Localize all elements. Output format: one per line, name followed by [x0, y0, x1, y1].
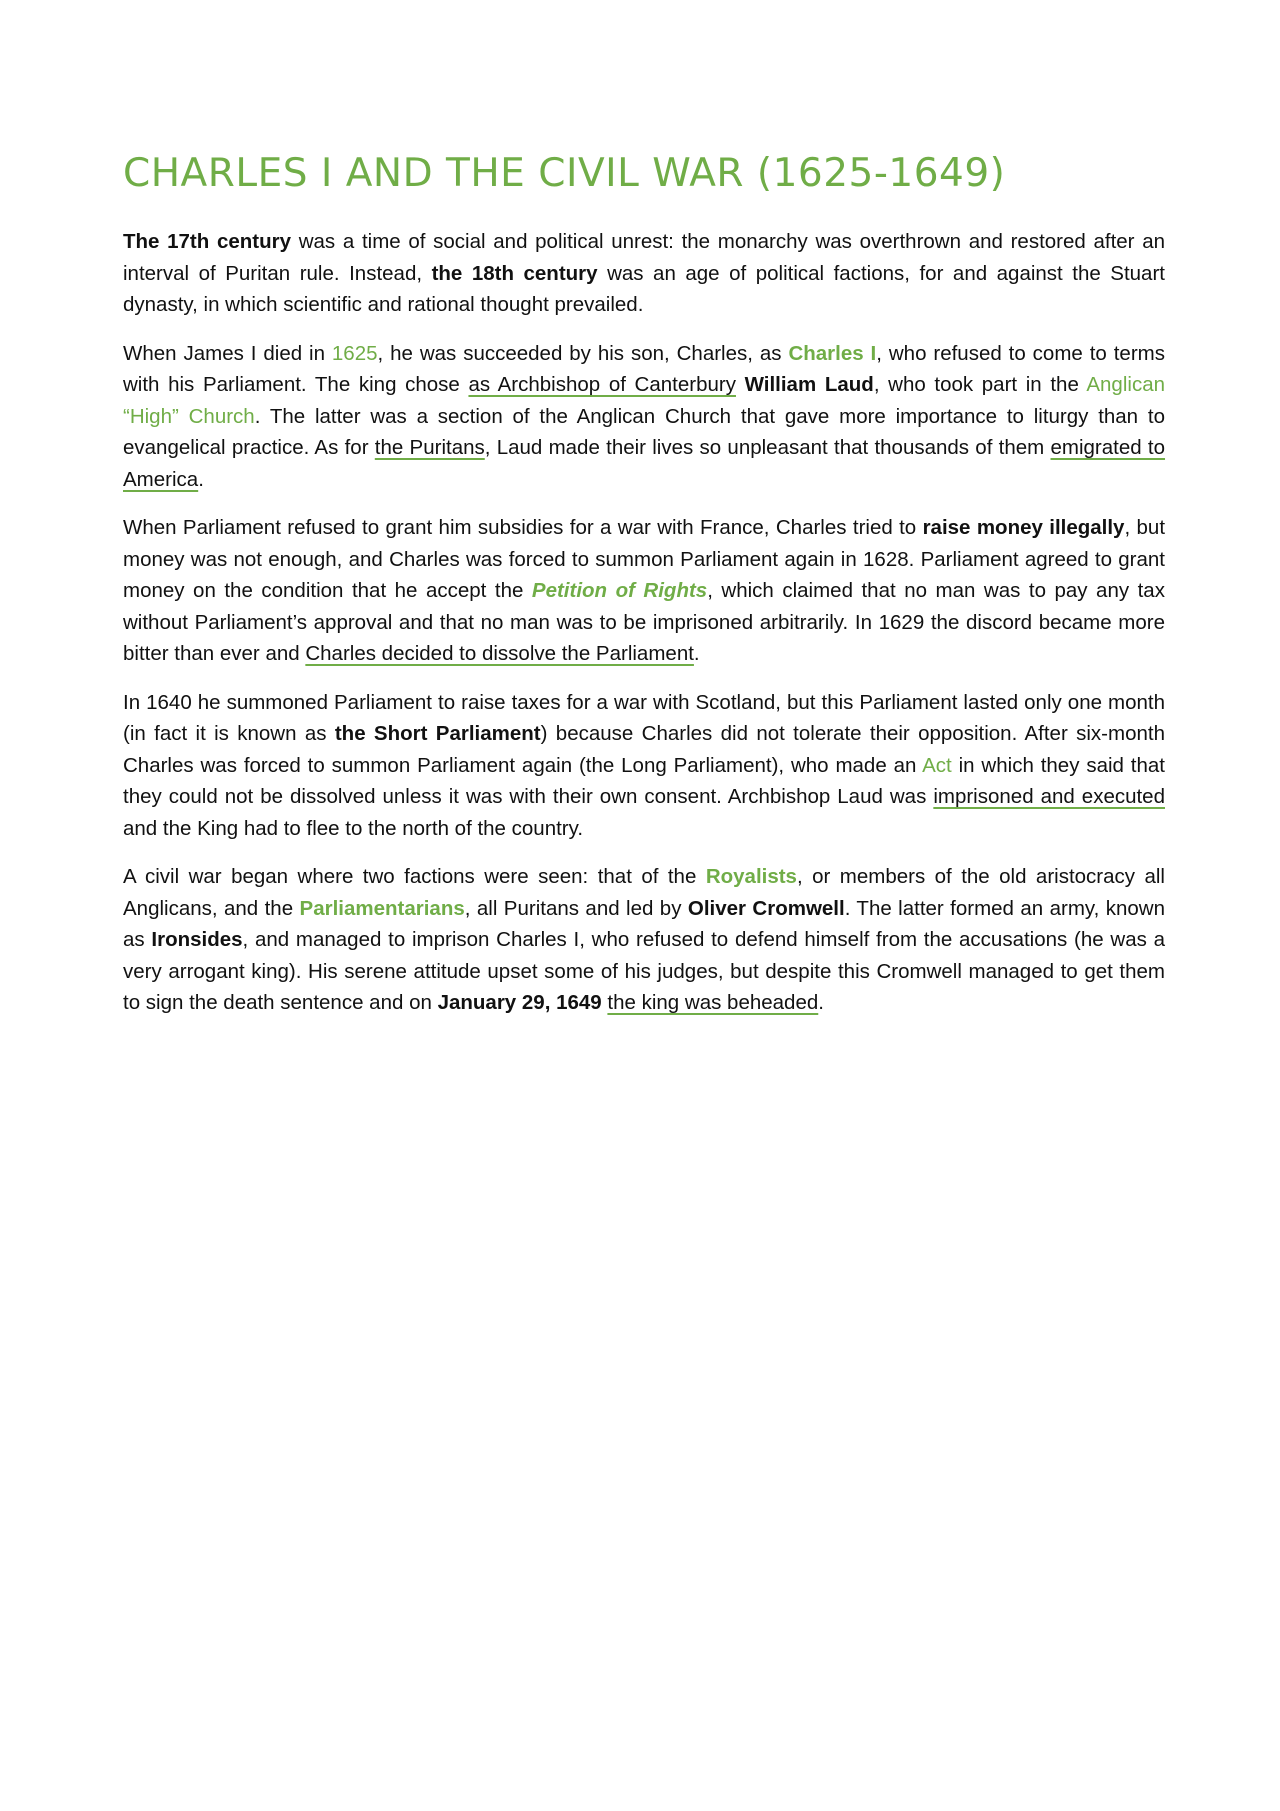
bold-short-parliament: the Short Parliament: [334, 722, 541, 745]
highlight-royalists: Royalists: [705, 865, 797, 888]
document-body: [123, 226, 1165, 1036]
text-span: , all Puritans and led by: [464, 896, 688, 920]
underline-archbishop: as Archbishop of Canterbury: [468, 373, 736, 396]
text-span: . The latter formed an army, known as: [123, 896, 1165, 951]
underline-emigrated: emigrated to America: [123, 436, 1166, 491]
bold-18th-century: the 18th century: [431, 261, 598, 285]
text-span: , which claimed that no man was to pay any tax without Parliament’s approval and that no man was to be imprisoned arbitrarily. In 1629 the discord became more bitter than ever and: [123, 579, 1165, 665]
paragraph-5: [123, 861, 1165, 1019]
bold-william-laud: William Laud: [744, 373, 874, 396]
text-span: When Parliament refused to grant him subsidies for a war with France, Charles tried to: [123, 516, 923, 539]
text-span: A civil war began where two factions were seen: that of the: [123, 865, 706, 888]
text-span: .: [693, 642, 700, 665]
text-span: .: [818, 991, 824, 1014]
text-span: was a time of social and political unrest: the monarchy was overthrown and restored after an interval of Puritan rule. Instead,: [123, 230, 1165, 285]
underline-king-beheaded: the king was beheaded: [607, 991, 819, 1014]
text-span: , who refused to come to terms with his Parliament. The king chose: [123, 341, 1165, 396]
highlight-charles-i: Charles I: [788, 341, 877, 365]
text-span: , or members of the old aristocracy all Anglicans, and the: [123, 865, 1165, 920]
text-span: , but money was not enough, and Charles was forced to summon Parliament again in 1628. Parliament agreed to grant money on the condition that he accept the: [123, 516, 1166, 602]
underline-puritans: the Puritans: [374, 436, 485, 459]
paragraph-1: [123, 226, 1165, 321]
text-span: , and managed to imprison Charles I, who refused to defend himself from the accusations (he was a very arrogant king). His serene attitude upset some of his judges, but despite this Cromwell managed to get them to sign the death sentence and on: [123, 928, 1165, 1014]
text-span: ) because Charles did not tolerate their opposition. After six-month Charles was forced to summon Parliament again (the Long Parliament), who made an: [123, 722, 1165, 777]
underline-imprisoned-executed: imprisoned and executed: [933, 785, 1165, 808]
highlight-parliamentarians: Parliamentarians: [299, 896, 465, 920]
text-span: , he was succeeded by his son, Charles, as: [377, 341, 789, 365]
bold-ironsides: Ironsides: [151, 928, 243, 951]
bold-17th-century: The 17th century: [123, 230, 292, 253]
text-span: was an age of political factions, for and against the Stuart dynasty, in which scientific and rational thought prevailed.: [123, 261, 1165, 316]
paragraph-4: [123, 687, 1165, 845]
text-span: in which they said that they could not be dissolved unless it was with their own consent. Archbishop Laud was: [123, 753, 1165, 808]
highlight-high-church: Anglican “High” Church: [123, 373, 1165, 428]
text-span: , who took part in the: [873, 373, 1087, 396]
highlight-petition-of-rights: Petition of Rights: [531, 579, 708, 602]
bold-oliver-cromwell: Oliver Cromwell: [687, 896, 845, 920]
page-title: CHARLES I AND THE CIVIL WAR (1625-1649): [123, 151, 1006, 196]
highlight-act: Act: [922, 753, 952, 777]
paragraph-2: [123, 338, 1165, 496]
bold-date: January 29, 1649: [437, 991, 602, 1014]
text-span: [736, 373, 745, 396]
text-span: . The latter was a section of the Anglican Church that gave more importance to liturgy than to evangelical practice. As for: [123, 404, 1165, 459]
paragraph-3: [123, 512, 1165, 670]
text-span: .: [198, 467, 204, 491]
text-span: , Laud made their lives so unpleasant that thousands of them: [484, 436, 1051, 459]
bold-raise-money: raise money illegally: [922, 516, 1125, 539]
text-span: In 1640 he summoned Parliament to raise taxes for a war with Scotland, but this Parliament lasted only one month (in fact it is known as: [123, 690, 1165, 745]
highlight-year-1625: 1625: [331, 341, 378, 365]
underline-dissolve-parliament: Charles decided to dissolve the Parliament: [305, 642, 694, 665]
text-span: and the King had to flee to the north of the country.: [123, 816, 584, 840]
text-span: When James I died in: [123, 341, 332, 365]
